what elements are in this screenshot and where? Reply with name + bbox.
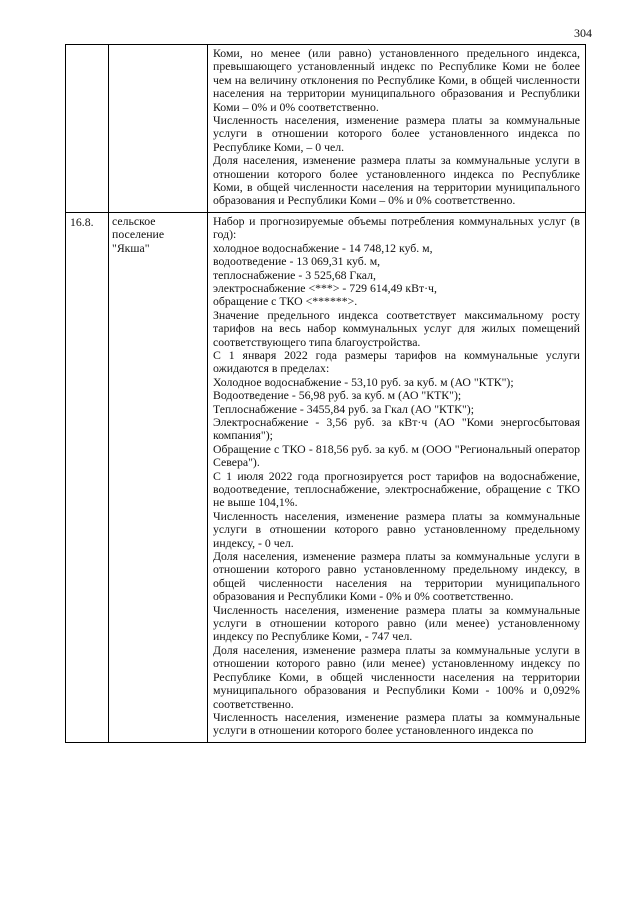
paragraph: холодное водоснабжение - 14 748,12 куб. м, bbox=[213, 240, 433, 255]
paragraph: Теплоснабжение - 3455,84 руб. за Гкал (АО "КТК"); bbox=[213, 401, 474, 416]
paragraph: электроснабжение <***> - 729 614,49 кВт·ч, bbox=[213, 280, 437, 295]
table-row bbox=[66, 212, 586, 742]
paragraph: теплоснабжение - 3 525,68 Гкал, bbox=[213, 267, 376, 282]
table-row bbox=[66, 45, 586, 213]
paragraph: Набор и прогнозируемые объемы потребления коммунальных услуг (в год): bbox=[213, 213, 580, 242]
paragraph: водоотведение - 13 069,31 куб. м, bbox=[213, 254, 381, 269]
paragraph: Численность населения, изменение размера платы за коммунальные услуги в отношении которого равно (или менее) установленному индексу по Республике Коми, - 747 чел. bbox=[213, 602, 580, 644]
settlement-name-cell bbox=[109, 45, 208, 213]
row-number-cell: 16.8. bbox=[66, 212, 109, 742]
paragraph: Численность населения, изменение размера платы за коммунальные услуги в отношении которого более установленного индекса по Республике Коми, – 0 чел. bbox=[213, 113, 580, 154]
description-cell bbox=[208, 45, 586, 213]
paragraph: Доля населения, изменение размера платы за коммунальные услуги в отношении которого более установленного индекса по Республике Коми, в общей численности населения на территории муниципального образования и Республики Коми – 0% и 0% соответственно. bbox=[213, 153, 580, 208]
description-cell bbox=[208, 212, 586, 742]
paragraph: Холодное водоснабжение - 53,10 руб. за куб. м (АО "КТК"); bbox=[213, 374, 514, 389]
paragraph: С 1 июля 2022 года прогнозируется рост тарифов на водоснабжение, водоотведение, теплоснабжение, электроснабжение, обращение с ТКО не выше 104,1%. bbox=[213, 468, 580, 510]
paragraph: Электроснабжение - 3,56 руб. за кВт·ч (АО "Коми энергосбытовая компания"); bbox=[213, 414, 580, 443]
paragraph: Доля населения, изменение размера платы за коммунальные услуги в отношении которого равно установленному предельному индексу, в общей численности населения на территории муниципального образования и Республики Коми - 0% и 0% соответственно. bbox=[213, 549, 580, 604]
paragraph: Водоотведение - 56,98 руб. за куб. м (АО "КТК"); bbox=[213, 388, 462, 403]
paragraph: Доля населения, изменение размера платы за коммунальные услуги в отношении которого равно (или менее) установленному индексу по Республике Коми, в общей численности населения на территории муниципального образования и Республики Коми - 100% и 0,092% соответственно. bbox=[213, 642, 580, 711]
settlement-name-cell: сельское поселение "Якша" bbox=[109, 212, 208, 742]
tariff-table bbox=[65, 44, 586, 743]
row-number-cell bbox=[66, 45, 109, 213]
paragraph: Значение предельного индекса соответствует максимальному росту тарифов на весь набор коммунальных услуг для жилых помещений соответствующего типа благоустройства. bbox=[213, 307, 580, 349]
paragraph: Обращение с ТКО - 818,56 руб. за куб. м (ООО "Региональный оператор Севера"). bbox=[213, 441, 580, 470]
paragraph: Коми, но менее (или равно) установленного предельного индекса, превышающего установленный индекс по Республике Коми не более чем на величину отклонения по Республике Коми, в общей численности населения на территории муниципального образования и Республики Коми – 0% и 0% соответственно. bbox=[213, 46, 580, 114]
paragraph: Численность населения, изменение размера платы за коммунальные услуги в отношении которого более установленного индекса по bbox=[213, 709, 580, 738]
paragraph: Численность населения, изменение размера платы за коммунальные услуги в отношении которого равно установленному предельному индексу, - 0 чел. bbox=[213, 508, 580, 550]
paragraph: С 1 января 2022 года размеры тарифов на коммунальные услуги ожидаются в пределах: bbox=[213, 347, 580, 376]
page-number: 304 bbox=[574, 26, 592, 40]
paragraph: обращение с ТКО <******>. bbox=[213, 294, 358, 309]
